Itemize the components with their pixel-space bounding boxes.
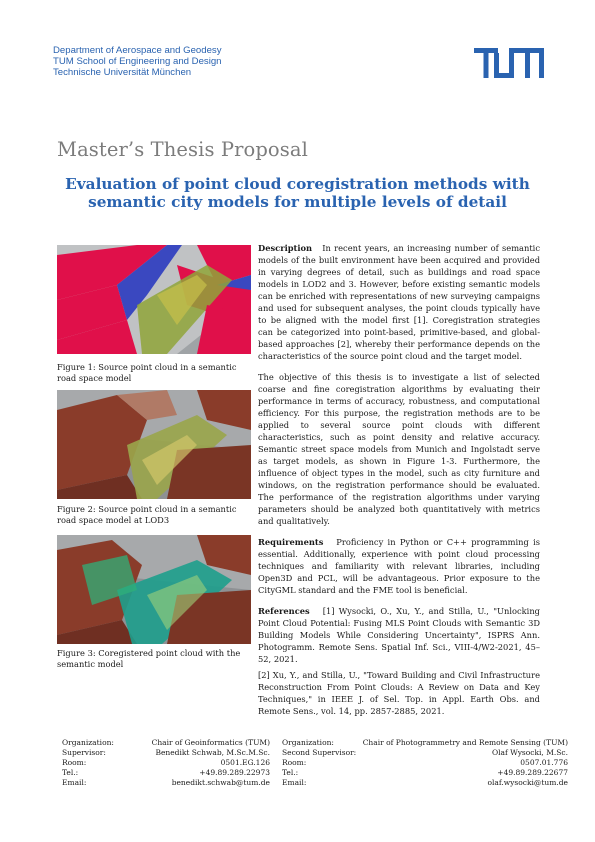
reference-item xyxy=(258,605,540,665)
page-title: Master’s Thesis Proposal xyxy=(57,138,308,161)
figure-2-image xyxy=(57,390,251,499)
references-section xyxy=(258,605,540,717)
footer-key: Organization: xyxy=(282,738,334,747)
figure-2-caption: Figure 2: Source point cloud in a semantic road space model at LOD3 xyxy=(57,504,237,525)
header-line: Technische Universität München xyxy=(53,66,192,78)
footer-key: Organization: xyxy=(62,738,114,747)
footer-value: 0501.EG.126 xyxy=(220,758,270,767)
description-heading: Description xyxy=(258,243,313,253)
requirements-heading: Requirements xyxy=(258,537,324,547)
description-paragraph xyxy=(258,242,540,362)
description-text: In recent years, an increasing number of semantic models of the built environment have been acquired and provided in varying degrees of detail, such as buildings and road space models in LOD2 and 3. However, before existing semantic models can be enriched with representations of new surveying campaigns and used for subsequent analyses, the point clouds typically have to be aligned with the model first [1]. Coregistration strategies can be categorized into point-based, primitive-based, and global-based approaches [2], whereby their performance depends on the characteristics of the source point cloud and the target model. xyxy=(258,243,540,361)
footer-key: Tel.: xyxy=(282,768,299,777)
footer-row xyxy=(62,778,270,788)
footer-row xyxy=(282,778,568,788)
footer-key: Email: xyxy=(62,778,87,787)
footer-row xyxy=(62,768,270,778)
figure-1-image xyxy=(57,245,251,354)
department-header xyxy=(53,46,222,78)
footer-row xyxy=(282,748,568,758)
main-text-column xyxy=(258,242,540,721)
references-heading: References xyxy=(258,606,310,616)
figure-3-caption: Figure 3: Coregistered point cloud with the semantic model xyxy=(57,648,241,669)
subtitle-line: Evaluation of point cloud coregistration methods with xyxy=(65,175,530,193)
tum-logo xyxy=(474,48,544,78)
reference-item xyxy=(258,669,540,717)
footer-email[interactable]: olaf.wysocki@tum.de xyxy=(487,778,568,787)
footer-left-contact xyxy=(62,738,270,788)
footer-key: Tel.: xyxy=(62,768,79,777)
footer-right-contact xyxy=(282,738,568,788)
footer-key: Second Supervisor: xyxy=(282,748,357,757)
footer-value: +49.89.289.22677 xyxy=(497,768,568,777)
footer-row xyxy=(62,738,270,748)
figure-1-caption: Figure 1: Source point cloud in a semantic road space model xyxy=(57,362,237,383)
footer-row xyxy=(62,758,270,768)
header-line: Department of Aerospace and Geodesy xyxy=(53,45,222,56)
requirements-text: Proficiency in Python or C++ programming is essential. Additionally, experience with point cloud processing techniques and familiarity with relevant libraries, including Open3D and PCL, will be advantageous. Prior exposure to the CityGML standard and the FME tool is beneficial. xyxy=(258,537,540,595)
footer-key: Supervisor: xyxy=(62,748,106,757)
figure-3-image xyxy=(57,535,251,644)
footer-value: Benedikt Schwab, M.Sc.M.Sc. xyxy=(155,748,270,757)
footer-key: Room: xyxy=(282,758,307,767)
footer-value: Chair of Geoinformatics (TUM) xyxy=(151,738,270,747)
objective-paragraph: The objective of this thesis is to investigate a list of selected coarse and fine coregistration algorithms by evaluating their performance in terms of accuracy, robustness, and computational efficiency. For this purpose, the registration methods are to be applied to several source point clouds with different characteristics, such as point density and relative accuracy. Semantic street space models from Munich and Ingolstadt serve as target models, as shown in Figure 1-3. Furthermore, the influence of object types in the model, such as city furniture and windows, on the registration performance should be evaluated. The performance of the registration algorithms under varying parameters should be analyzed both quantitatively with metrics and qualitatively. xyxy=(258,372,540,526)
footer-row xyxy=(62,748,270,758)
footer-value: Olaf Wysocki, M.Sc. xyxy=(491,748,568,757)
footer-value: 0507.01.776 xyxy=(520,758,568,767)
reference-2: [2] Xu, Y., and Stilla, U., "Toward Building and Civil Infrastructure Reconstruction From Point Clouds: A Review on Data and Key Techniques," in IEEE J. of Sel. Top. in Appl. Earth Obs. and Remote Sens., vol. 14, pp. 2857-2885, 2021. xyxy=(258,670,540,716)
reference-1: [1] Wysocki, O., Xu, Y., and Stilla, U., "Unlocking Point Cloud Potential: Fusing MLS Point Clouds with Semantic 3D Building Models While Considering Uncertainty", ISPRS Ann. Photogramm. Remote Sens. Spatial Inf. Sci., VIII-4/W2-2021, 45–52, 2021. xyxy=(258,606,540,664)
thesis-subtitle xyxy=(40,175,555,211)
header-line: TUM School of Engineering and Design xyxy=(53,55,222,67)
subtitle-line: semantic city models for multiple levels of detail xyxy=(88,193,507,211)
footer-key: Email: xyxy=(282,778,307,787)
footer-key: Room: xyxy=(62,758,87,767)
footer-value: Chair of Photogrammetry and Remote Sensing (TUM) xyxy=(362,738,568,747)
footer-row xyxy=(282,758,568,768)
footer-email[interactable]: benedikt.schwab@tum.de xyxy=(171,778,270,787)
footer-value: +49.89.289.22973 xyxy=(199,768,270,777)
footer-row xyxy=(282,738,568,748)
footer-row xyxy=(282,768,568,778)
requirements-paragraph xyxy=(258,536,540,596)
